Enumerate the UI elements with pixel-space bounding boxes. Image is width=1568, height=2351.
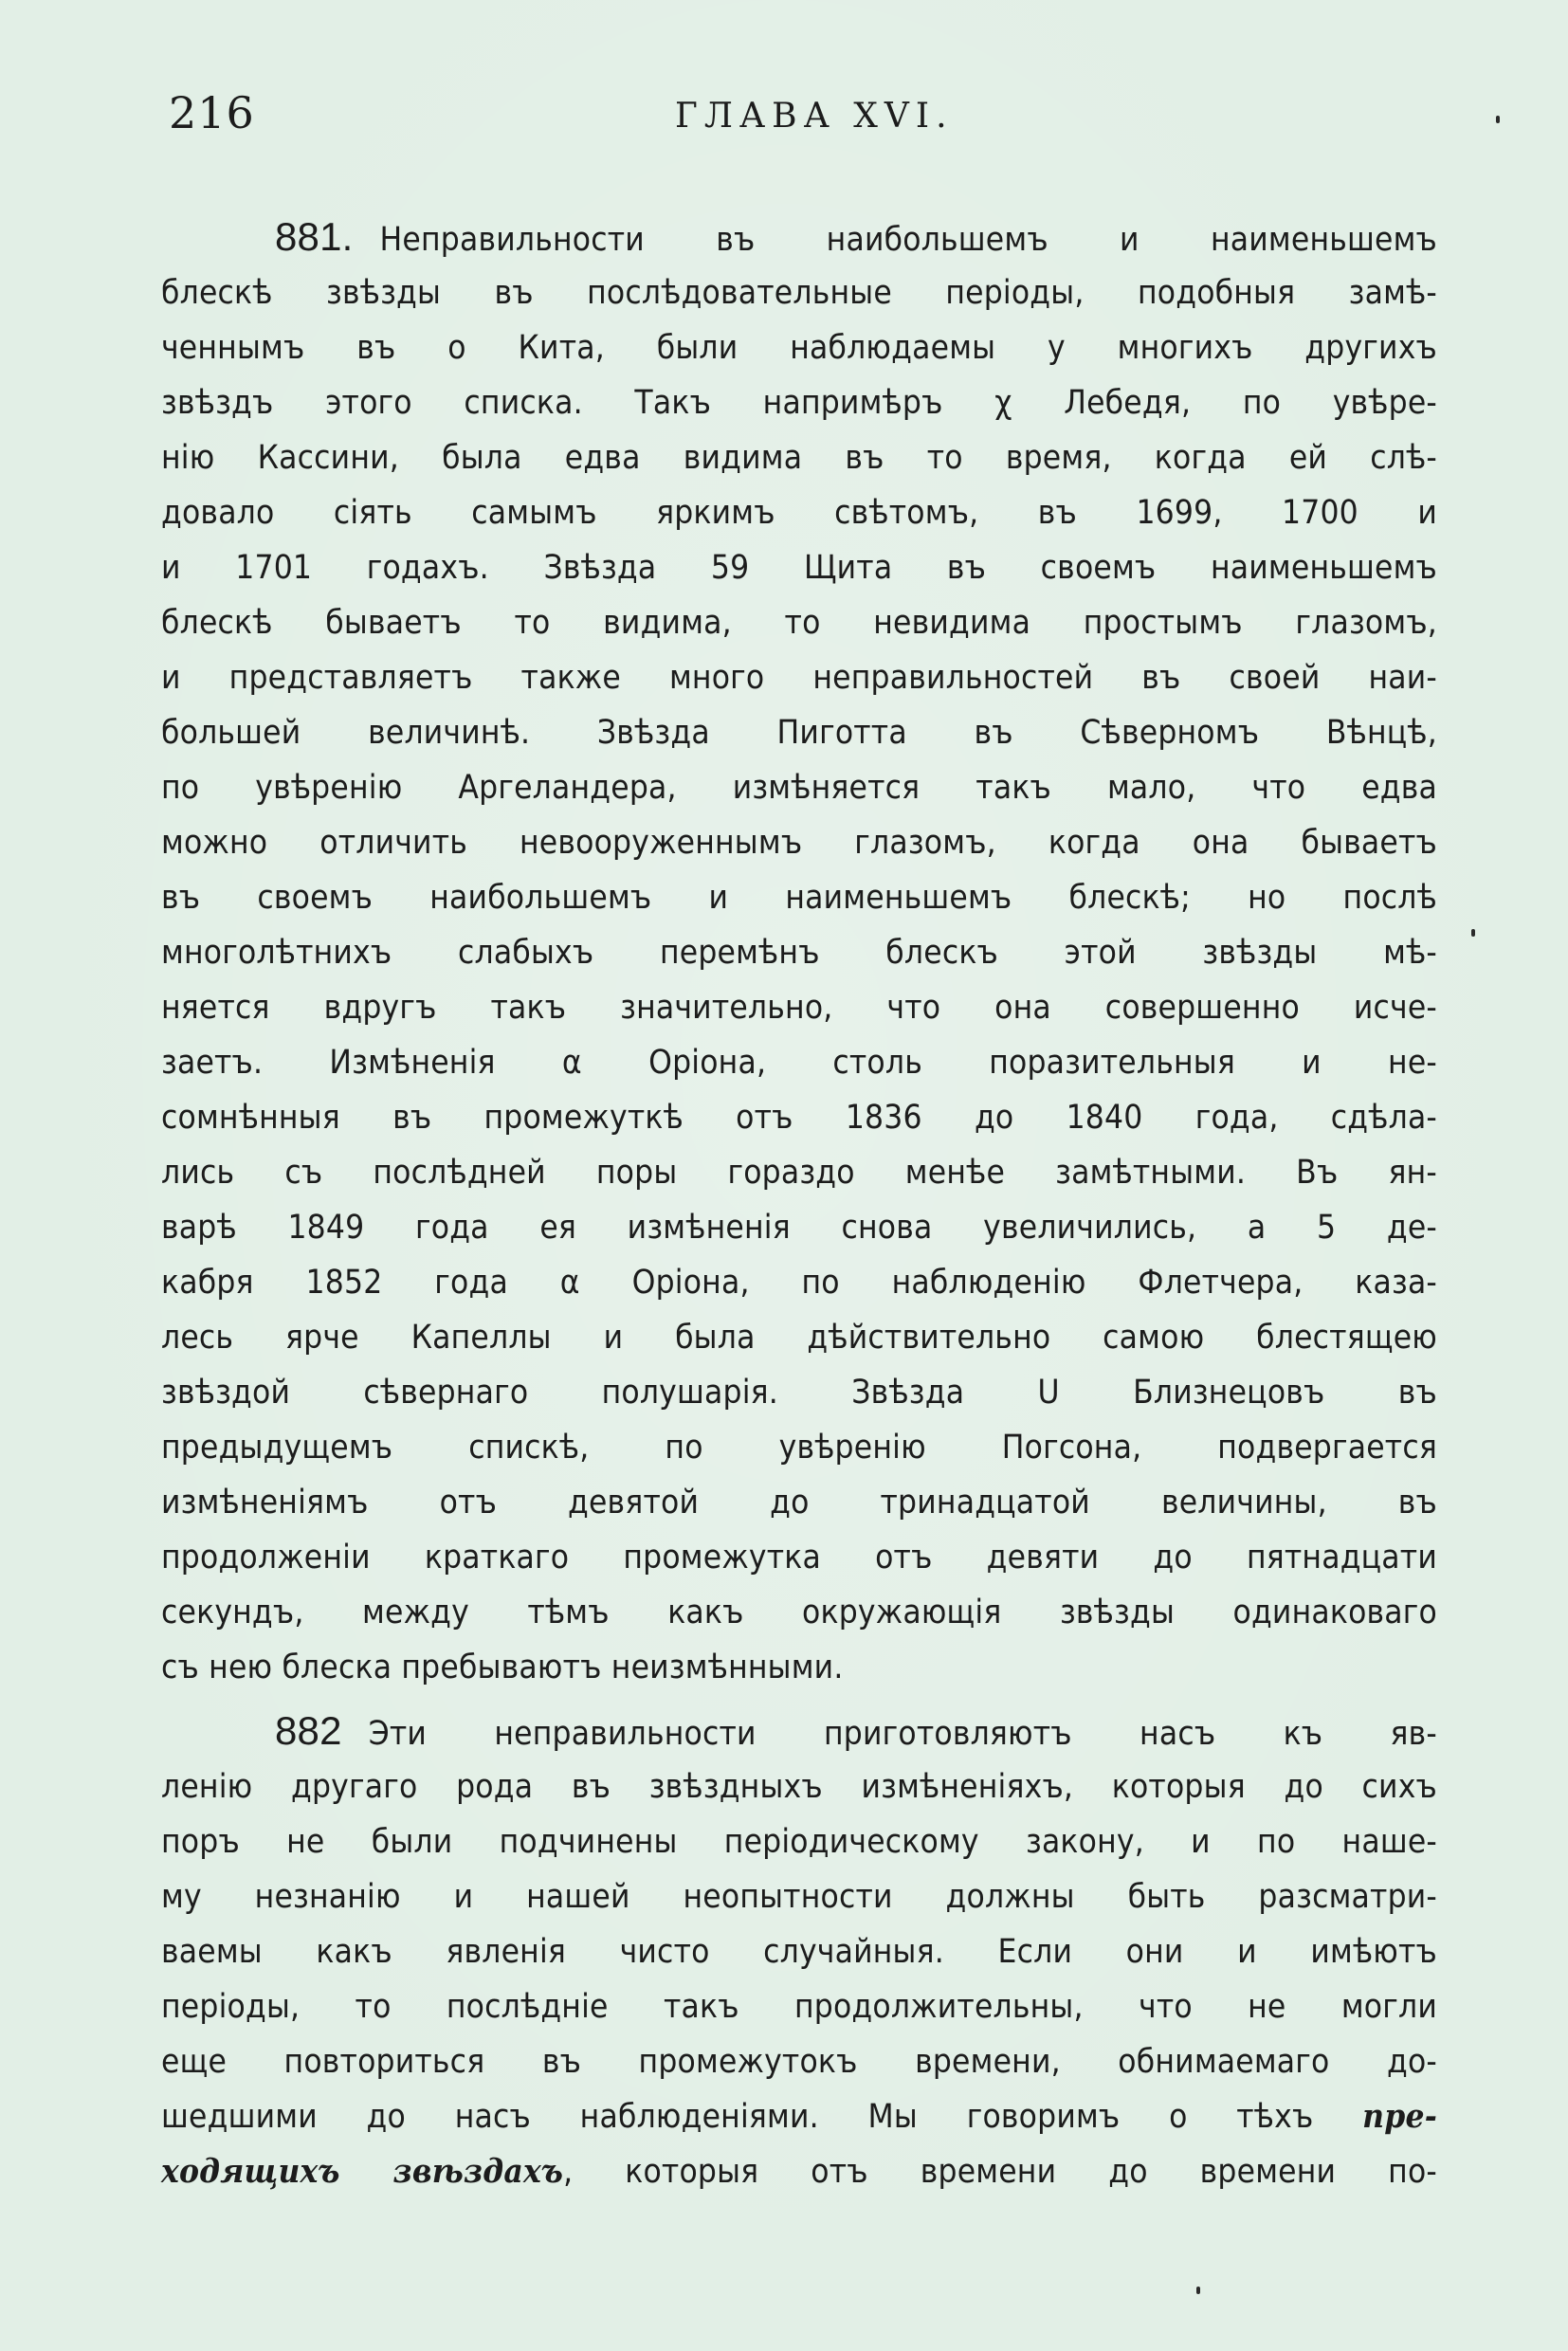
text-line: секундъ, между тѣмъ какъ окружающія звѣзды одинаковаго [161,1594,1437,1631]
text-line: продолженіи краткаго промежутка отъ девяти до пятнадцати [161,1539,1437,1576]
text-line: можно отличить невооруженнымъ глазомъ, когда она бываетъ [161,824,1437,862]
text-line: ченнымъ въ о Кита, были наблюдаемы у многихъ другихъ [161,329,1437,367]
text-line: измѣненіямъ отъ девятой до тринадцатой величины, въ [161,1484,1437,1522]
text-line: звѣздъ этого списка. Такъ напримѣръ χ Лебедя, по увѣре- [161,384,1437,422]
text-line: и представляетъ также много неправильностей въ своей наи- [161,659,1437,697]
line-text: , которыя отъ времени до времени по- [563,2153,1437,2191]
text-line: и 1701 годахъ. Звѣзда 59 Щита въ своемъ наименьшемъ [161,549,1437,587]
text-line: му незнанію и нашей неопытности должны быть разсматри- [161,1878,1437,1916]
paragraph-number: 881. [275,214,354,259]
text-line: довало сіять самымъ яркимъ свѣтомъ, въ 1699, 1700 и [161,494,1437,532]
line-text: шедшими до насъ наблюденіями. Мы говоримъ о тѣхъ [161,2098,1314,2136]
text-line: по увѣренію Аргеландера, измѣняется такъ мало, что едва [161,769,1437,807]
ink-speck [1496,116,1500,123]
text-line: блескѣ звѣзды въ послѣдовательные періоды, подобныя замѣ- [161,274,1437,312]
text-line: поръ не были подчинены періодическому закону, и по наше- [161,1823,1437,1861]
paragraph-number: 882 [275,1708,342,1753]
text-line: въ своемъ наибольшемъ и наименьшемъ блескѣ; но послѣ [161,879,1437,917]
text-line: многолѣтнихъ слабыхъ перемѣнъ блескъ этой звѣзды мѣ- [161,934,1437,972]
text-line: няется вдругъ такъ значительно, что она совершенно исче- [161,989,1437,1027]
emphasis-text: пре- [1362,2097,1437,2136]
emphasis-text: ходящихъ звѣздахъ [161,2152,564,2191]
text-line: большей величинѣ. Звѣзда Пиготта въ Сѣверномъ Вѣнцѣ, [161,714,1437,752]
text-line [161,2090,1437,2143]
text-line: блескѣ бываетъ то видима, то невидима простымъ глазомъ, [161,604,1437,642]
text-line: заетъ. Измѣненія α Оріона, столь поразительныя и не- [161,1044,1437,1082]
text-line: ваемы какъ явленія чисто случайныя. Если они и имѣютъ [161,1933,1437,1971]
line-text: Эти неправильности приготовляютъ насъ къ яв- [368,1715,1437,1753]
text-line [161,2145,1437,2198]
text-line: еще повториться въ промежутокъ времени, обнимаемаго до- [161,2043,1437,2081]
text-line: варѣ 1849 года ея измѣненія снова увеличились, а 5 де- [161,1209,1437,1247]
text-line: сомнѣнныя въ промежуткѣ отъ 1836 до 1840 года, сдѣла- [161,1099,1437,1137]
text-line: лесь ярче Капеллы и была дѣйствительно самою блестящею [161,1319,1437,1357]
text-line: лись съ послѣдней поры гораздо менѣе замѣтными. Въ ян- [161,1154,1437,1192]
running-head: ГЛАВА XVI. [675,97,954,136]
page-number: 216 [169,87,255,138]
text-line [275,210,1437,264]
line-text: Неправильности въ наибольшемъ и наименьшемъ [379,221,1437,259]
text-line: кабря 1852 года α Оріона, по наблюденію Флетчера, каза- [161,1264,1437,1302]
text-line: съ нею блеска пребываютъ неизмѣнными. [161,1649,844,1686]
ink-speck [1471,929,1475,937]
text-line [275,1704,1437,1758]
ink-speck [1196,2287,1200,2294]
text-line: нію Кассини, была едва видима въ то время, когда ей слѣ- [161,439,1437,477]
text-line: ленію другаго рода въ звѣздныхъ измѣненіяхъ, которыя до сихъ [161,1768,1437,1806]
text-line: періоды, то послѣдніе такъ продолжительны, что не могли [161,1988,1437,2026]
text-line: предыдущемъ спискѣ, по увѣренію Погсона, подвергается [161,1429,1437,1467]
text-line: звѣздой сѣвернаго полушарія. Звѣзда U Близнецовъ въ [161,1374,1437,1412]
